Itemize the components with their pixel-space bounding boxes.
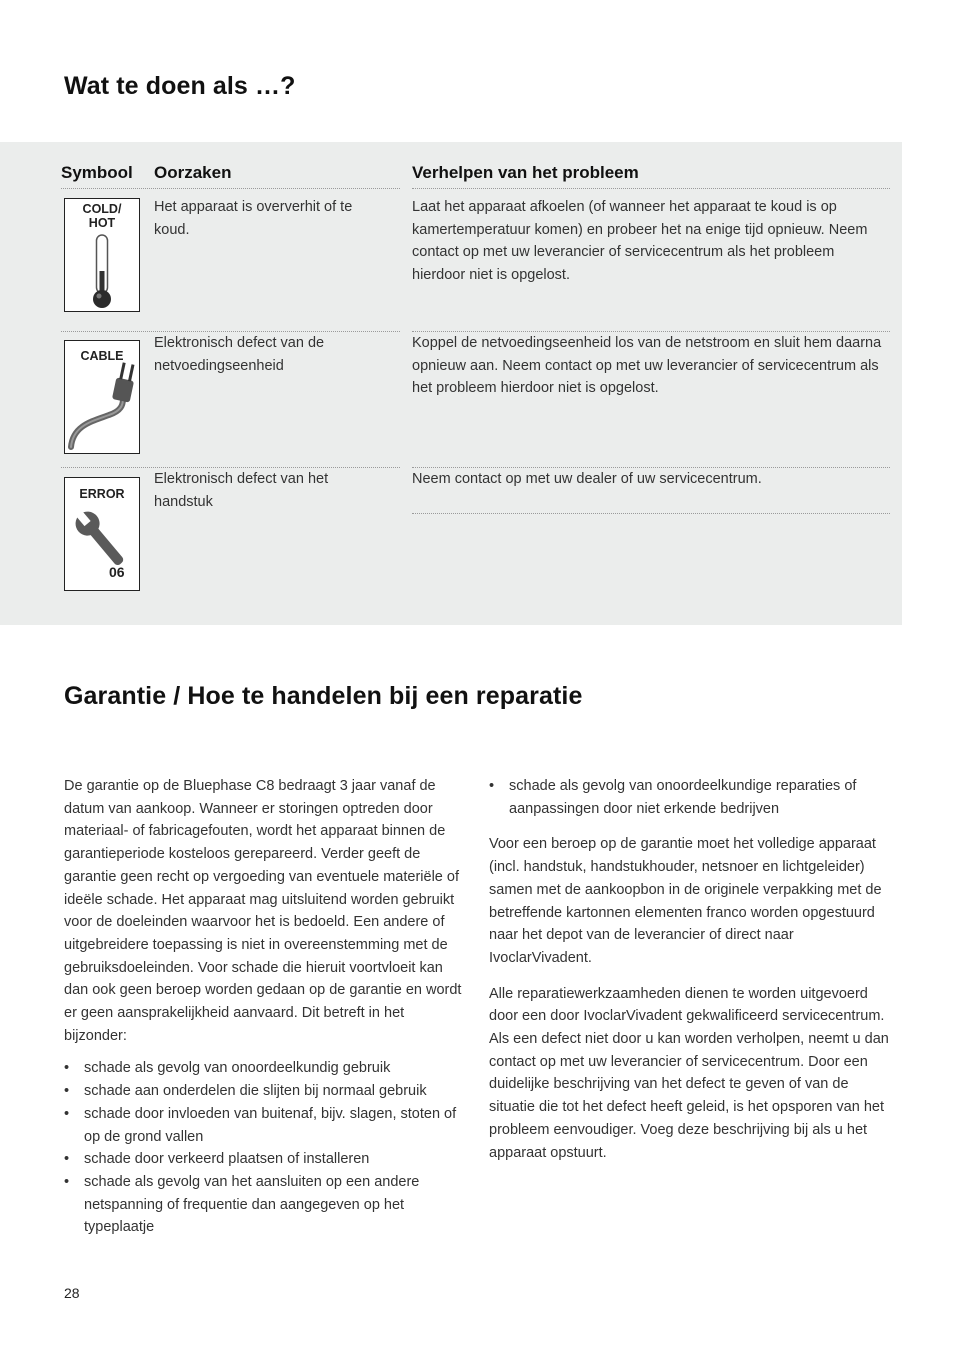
list-item: • schade aan onderdelen die slijten bij normaal gebruik [64, 1080, 462, 1103]
damage-list [64, 1057, 462, 1239]
power-plug-icon [65, 341, 141, 455]
thermometer-icon [65, 199, 141, 313]
wrench-icon [65, 478, 141, 592]
symbol-label: COLD/ HOT [82, 202, 122, 230]
column-header-symbol: Symbool [61, 163, 133, 182]
remedy-text-row-3: Neem contact op met uw dealer of uw servicecentrum. [412, 471, 762, 487]
list-item: • schade als gevolg van het aansluiten op een andere netspanning of frequentie dan aangegeven op het typeplaatje [64, 1171, 462, 1239]
symbol-cold-hot [64, 198, 140, 312]
cause-text-row-1: Het apparaat is oververhit of te koud. [154, 199, 353, 238]
column-header-remedy: Verhelpen van het probleem [412, 163, 639, 182]
cause-text-row-2: Elektronisch defect van de netvoedingseenheid [154, 335, 325, 374]
symbol-cable [64, 340, 140, 454]
damage-list-continued [489, 775, 889, 820]
cause-text-row-3: Elektronisch defect van het handstuk [154, 471, 329, 510]
page-number: 28 [64, 1285, 80, 1301]
repair-paragraph: Alle reparatiewerkzaamheden dienen te worden uitgevoerd door een door IvoclarVivadent gekwalificeerd servicecentrum. Als een defect niet door u kan worden verholpen, neemt u dan contact op met uw leverancier of servicecentrum. Door een duidelijke beschrijving van het defect te geven of van de situatie die tot het defect heeft geleid, is het opsporen van het probleem eenvoudiger. Voeg deze beschrijving bij als u het apparaat opstuurt. [489, 985, 889, 1161]
header-divider-left [61, 188, 400, 189]
warranty-claim-paragraph: Voor een beroep op de garantie moet het volledige apparaat (incl. handstuk, handstukhouder, netsnoer en lichtgeleider) samen met de aankoopbon in de originele verpakking met de betreffende kartonnen elementen franco worden opgestuurd naar het depot van de leverancier of direct naar IvoclarVivadent. [489, 836, 882, 966]
list-item: • schade als gevolg van onoordeelkundig gebruik [64, 1057, 462, 1080]
symbol-label: CABLE [80, 349, 124, 363]
list-item: • schade door invloeden van buitenaf, bijv. slagen, stoten of op de grond vallen [64, 1103, 462, 1148]
error-code: 06 [109, 564, 125, 580]
remedy-text-row-2: Koppel de netvoedingseenheid los van de netstroom en sluit hem daarna opnieuw aan. Neem contact op met uw leverancier of servicecentrum als het probleem hierdoor niet is opgelost. [412, 335, 882, 396]
section-title-troubleshooting: Wat te doen als …? [64, 72, 296, 100]
row-divider-right [412, 513, 890, 514]
section-title-warranty: Garantie / Hoe te handelen bij een reparatie [64, 682, 583, 710]
column-header-cause: Oorzaken [154, 163, 232, 182]
list-item: • schade als gevolg van onoordeelkundige reparaties of aanpassingen door niet erkende bedrijven [489, 775, 889, 820]
warranty-intro: De garantie op de Bluephase C8 bedraagt 3 jaar vanaf de datum van aankoop. Wanneer er storingen optreden door materiaal- of fabricagefouten, wordt het apparaat binnen de garantieperiode kosteloos gerepareerd. Verder geeft de garantie geen recht op vergoeding van eventuele materiële of ideële schade. Het apparaat mag uitsluitend worden gebruikt voor de doeleinden waarvoor het is bedoeld. Een andere of uitgebreidere toepassing is niet in overeenstemming met de gebruiksdoeleinden. Voor schade die hieruit voortvloeit kan dan ook geen beroep worden gedaan op de garantie en wordt er geen aansprakelijkheid aanvaard. Dit betreft in het bijzonder: [64, 778, 462, 1044]
header-divider-right [412, 188, 890, 189]
warranty-right-column [489, 775, 889, 1164]
symbol-label: ERROR [79, 487, 125, 501]
remedy-text-row-1: Laat het apparaat afkoelen (of wanneer het apparaat te koud is op kamertemperatuur komen) en probeer het na enige tijd opnieuw. Neem contact op met uw leverancier of servicecentrum als het probleem hierdoor niet is opgelost. [412, 199, 868, 283]
list-item: • schade door verkeerd plaatsen of installeren [64, 1148, 462, 1171]
symbol-error [64, 477, 140, 591]
warranty-left-column [64, 775, 462, 1239]
